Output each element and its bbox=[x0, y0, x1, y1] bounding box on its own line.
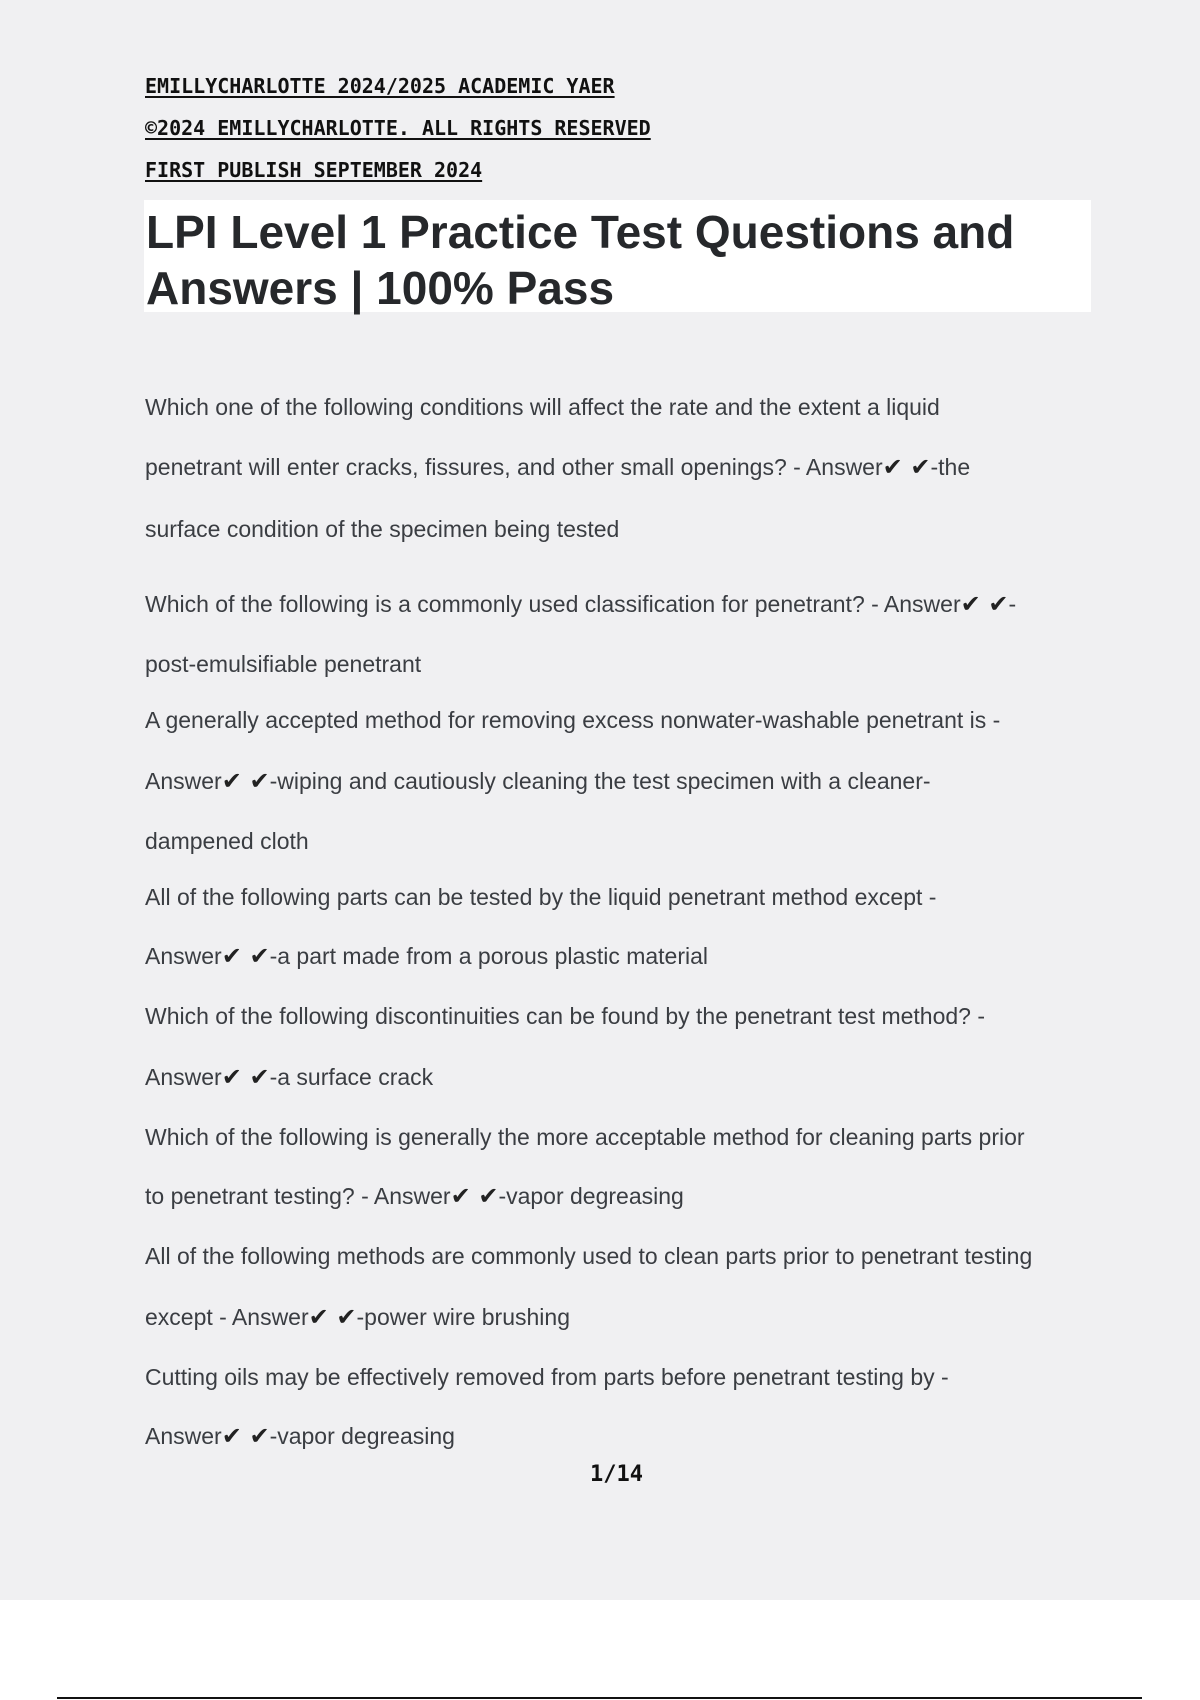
qa-line: All of the following parts can be tested by the liquid penetrant method except - bbox=[145, 884, 937, 910]
qa-line bbox=[145, 1063, 433, 1091]
qa-line bbox=[145, 1182, 684, 1210]
qa-answer: -a surface crack bbox=[269, 1064, 434, 1090]
qa-line bbox=[145, 590, 1016, 618]
qa-line: post-emulsifiable penetrant bbox=[145, 651, 422, 677]
page-number: 1/14 bbox=[590, 1462, 643, 1487]
checkmark-icon: ✔ ✔ bbox=[882, 453, 931, 481]
qa-answer: -the bbox=[930, 454, 971, 480]
qa-question-end: except - Answer bbox=[145, 1304, 309, 1330]
header-copyright: ©2024 EMILLYCHARLOTTE. ALL RIGHTS RESERVED bbox=[145, 116, 651, 140]
header-academic-year: EMILLYCHARLOTTE 2024/2025 ACADEMIC YAER bbox=[145, 74, 615, 98]
qa-line: surface condition of the specimen being tested bbox=[145, 516, 620, 542]
checkmark-icon: ✔ ✔ bbox=[308, 1303, 357, 1331]
qa-answer: -a part made from a porous plastic material bbox=[269, 943, 709, 969]
qa-line: Which of the following discontinuities can be found by the penetrant test method? - bbox=[145, 1003, 986, 1029]
qa-line: Cutting oils may be effectively removed from parts before penetrant testing by - bbox=[145, 1364, 949, 1390]
header-publish-date: FIRST PUBLISH SEPTEMBER 2024 bbox=[145, 158, 483, 182]
checkmark-icon: ✔ ✔ bbox=[450, 1182, 499, 1210]
checkmark-icon: ✔ ✔ bbox=[221, 1422, 270, 1450]
document-title: LPI Level 1 Practice Test Questions and Answers | 100% Pass bbox=[146, 206, 1015, 314]
checkmark-icon: ✔ ✔ bbox=[960, 590, 1009, 618]
checkmark-icon: ✔ ✔ bbox=[221, 1063, 270, 1091]
qa-answer: -power wire brushing bbox=[356, 1304, 570, 1330]
qa-line: A generally accepted method for removing excess nonwater-washable penetrant is - bbox=[145, 707, 1001, 733]
qa-question-end: Answer bbox=[145, 943, 222, 969]
qa-question-end: Answer bbox=[145, 1423, 222, 1449]
qa-line bbox=[145, 942, 708, 970]
qa-answer: -vapor degreasing bbox=[498, 1183, 684, 1209]
qa-answer: -wiping and cautiously cleaning the test specimen with a cleaner- bbox=[269, 768, 931, 794]
qa-line bbox=[145, 767, 931, 795]
qa-question-end: penetrant will enter cracks, fissures, and other small openings? - Answer bbox=[145, 454, 883, 480]
qa-line: dampened cloth bbox=[145, 828, 309, 854]
qa-line bbox=[145, 453, 970, 481]
qa-question-end: to penetrant testing? - Answer bbox=[145, 1183, 451, 1209]
title-block bbox=[144, 200, 1091, 312]
qa-answer: -vapor degreasing bbox=[269, 1423, 455, 1449]
qa-line: All of the following methods are commonly used to clean parts prior to penetrant testing bbox=[145, 1243, 1033, 1269]
checkmark-icon: ✔ ✔ bbox=[221, 942, 270, 970]
qa-line bbox=[145, 1422, 455, 1450]
qa-question-end: Answer bbox=[145, 1064, 222, 1090]
qa-line: Which of the following is generally the more acceptable method for cleaning parts prior bbox=[145, 1124, 1025, 1150]
bottom-divider bbox=[57, 1697, 1142, 1699]
qa-question-end: Which of the following is a commonly used classification for penetrant? - Answer bbox=[145, 591, 961, 617]
qa-line bbox=[145, 1303, 570, 1331]
qa-answer: - bbox=[1008, 591, 1017, 617]
checkmark-icon: ✔ ✔ bbox=[221, 767, 270, 795]
qa-question-end: Answer bbox=[145, 768, 222, 794]
qa-line: Which one of the following conditions will affect the rate and the extent a liquid bbox=[145, 394, 940, 420]
